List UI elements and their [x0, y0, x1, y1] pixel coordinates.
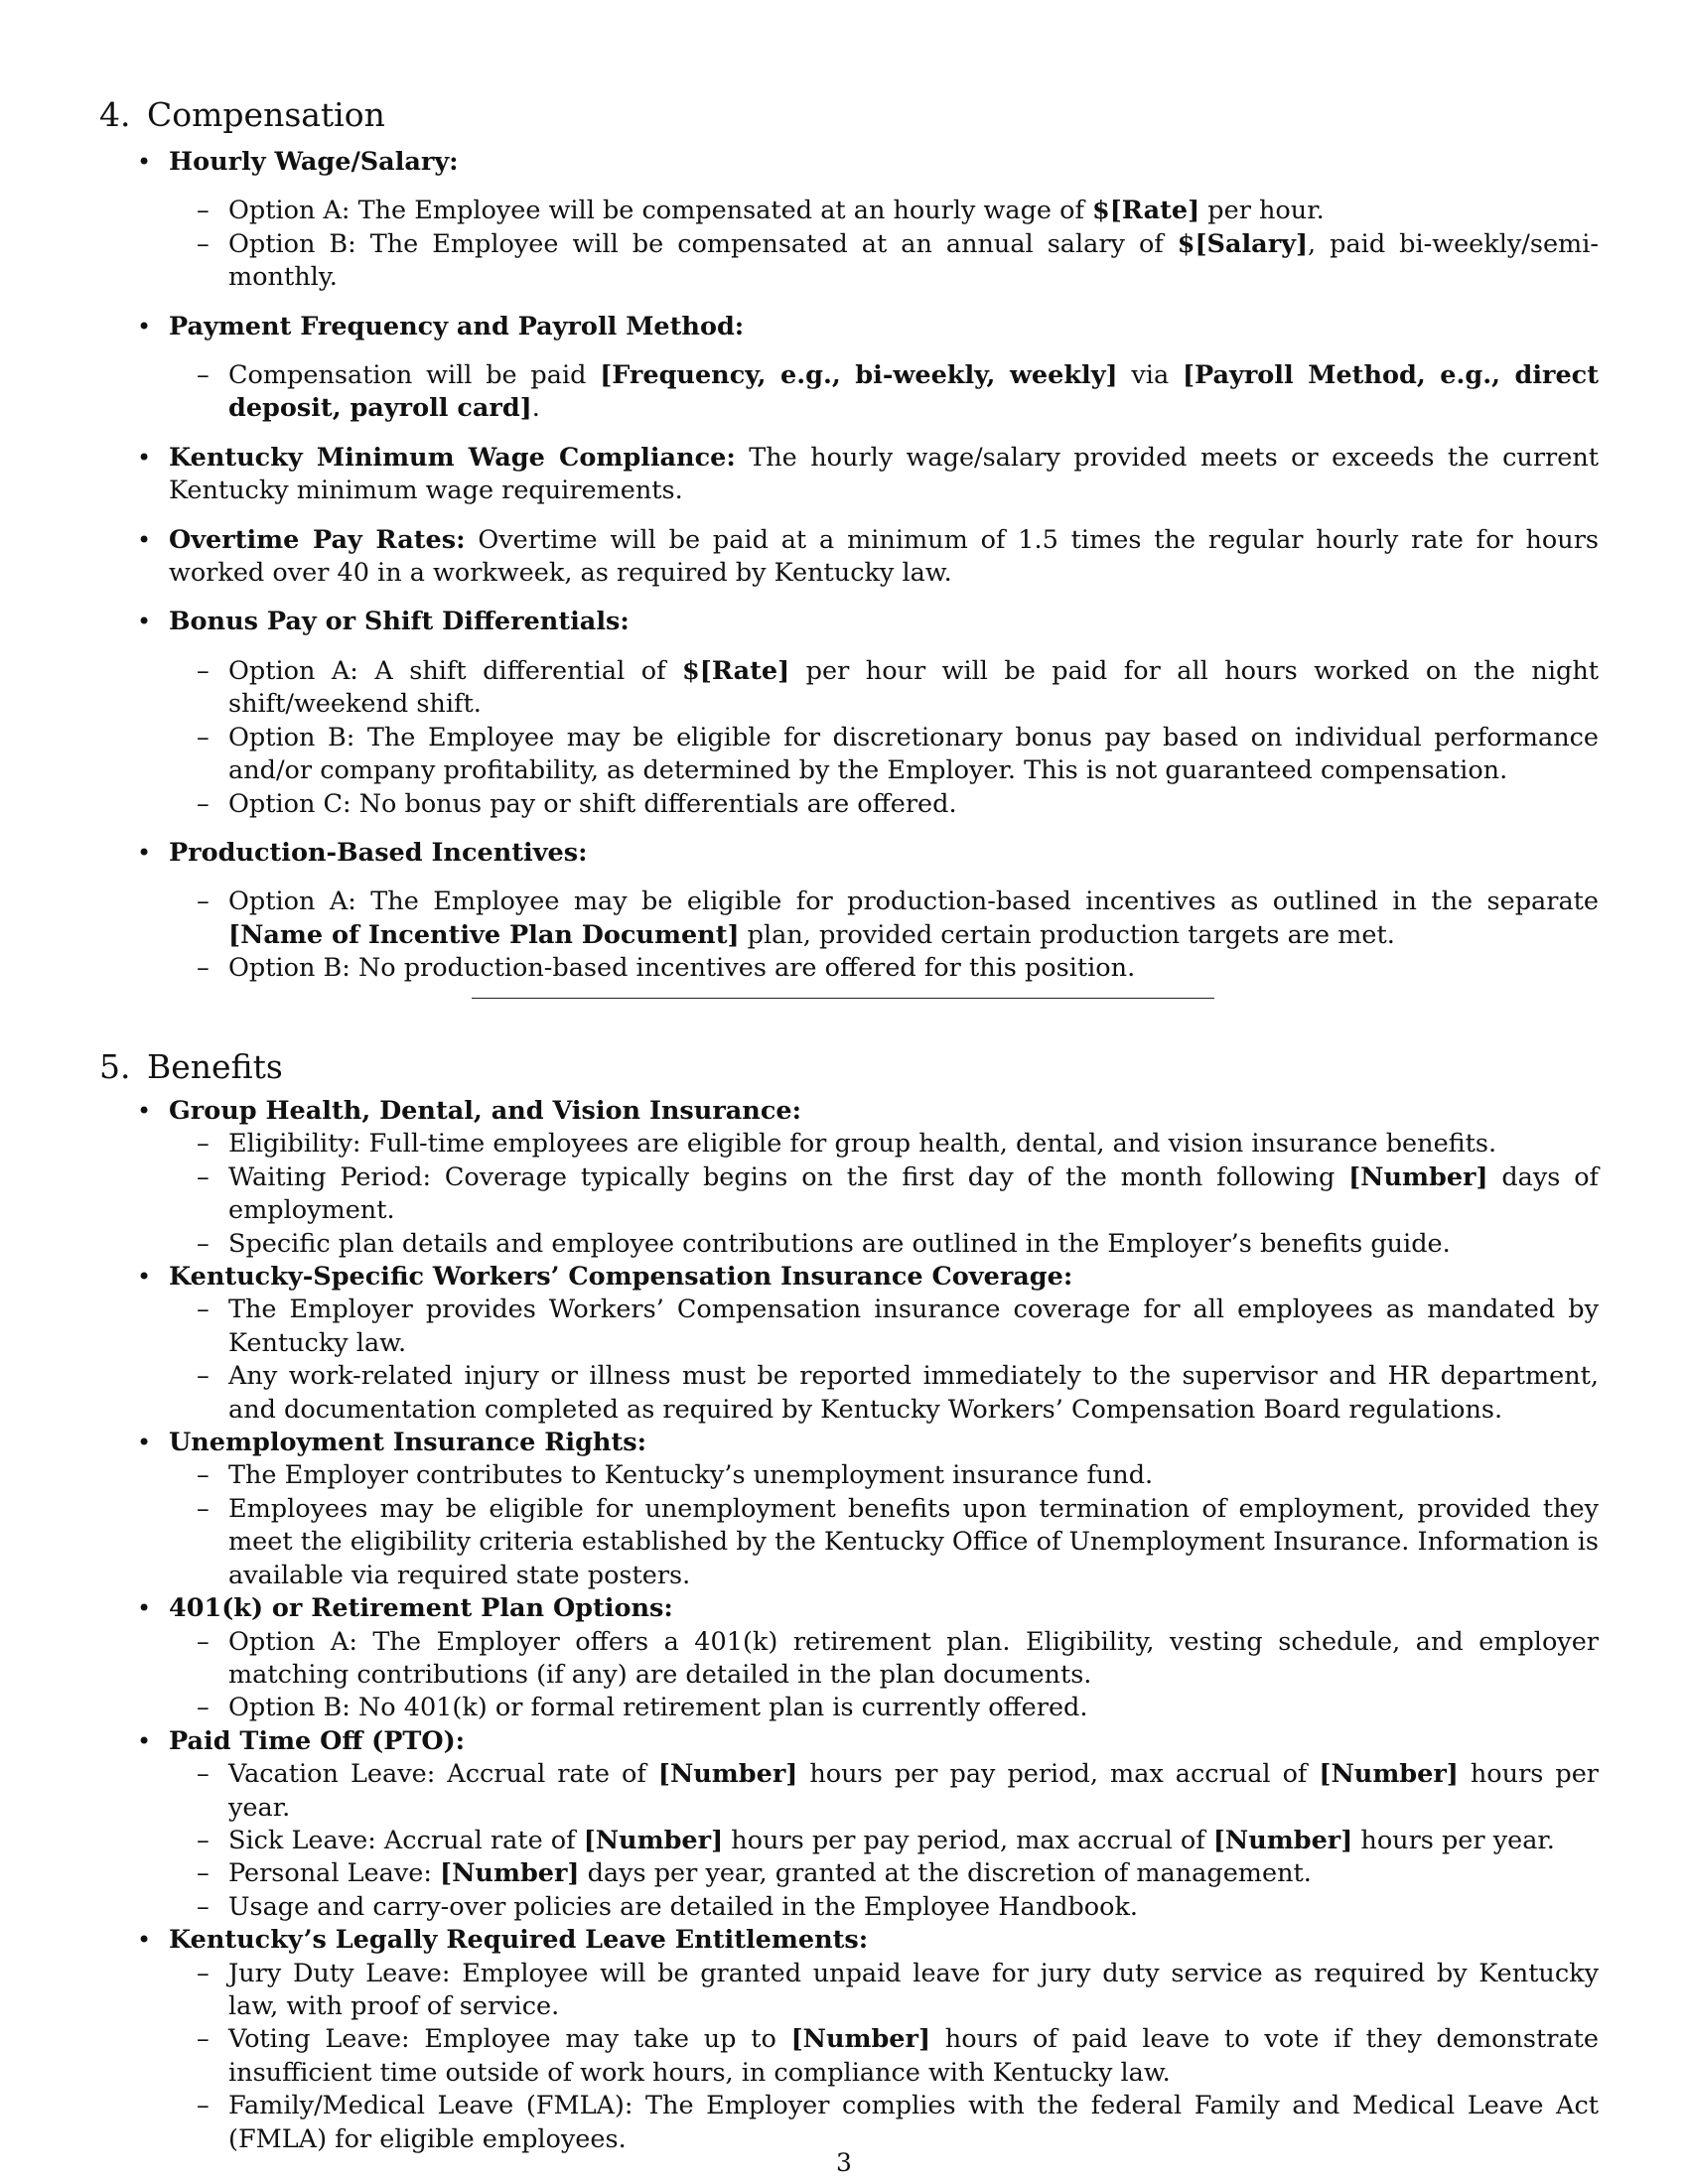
- sub-list: [169, 1958, 1599, 2156]
- sub-item: – The Employer contributes to Kentucky’s unemployment insurance fund.: [169, 1459, 1599, 1492]
- section-benefits: [99, 1047, 1599, 2156]
- item-heading: Production-Based Incentives:: [169, 837, 588, 868]
- list-item-bonus: [99, 606, 1599, 820]
- sub-item: – Option B: No production-based incentives are offered for this position.: [169, 952, 1599, 985]
- item-heading: Kentucky’s Legally Required Leave Entitlements:: [169, 1925, 869, 1956]
- sub-item: – Family/Medical Leave (FMLA): The Employer complies with the federal Family and Medical Leave Act (FMLA) for eligible employees.: [169, 2090, 1599, 2156]
- sub-item: – Any work-related injury or illness must be reported immediately to the supervisor and HR department, and documentation completed as required by Kentucky Workers’ Compensation Board regulations.: [169, 1360, 1599, 1427]
- sub-item: – Jury Duty Leave: Employee will be granted unpaid leave for jury duty service as required by Kentucky law, with proof of service.: [169, 1958, 1599, 2024]
- sub-item: – Option B: No 401(k) or formal retirement plan is currently offered.: [169, 1692, 1599, 1724]
- section-compensation: [99, 95, 1599, 1002]
- section-number: 5.: [99, 1047, 131, 1086]
- compensation-list: [99, 146, 1599, 986]
- sub-item: – Option B: The Employee may be eligible for discretionary bonus pay based on individual performance and/or company profitability, as determined by the Employer. This is not guaranteed compensation.: [169, 722, 1599, 788]
- sub-list: [169, 886, 1599, 985]
- list-item-pto: [99, 1725, 1599, 1924]
- sub-item: – Personal Leave: [Number] days per year, granted at the discretion of management.: [169, 1857, 1599, 1890]
- item-heading: Overtime Pay Rates:: [169, 524, 466, 555]
- section-heading: [99, 95, 1599, 135]
- sub-list: [169, 1626, 1599, 1725]
- list-item-health: [99, 1095, 1599, 1261]
- sub-item: – Eligibility: Full-time employees are eligible for group health, dental, and vision insurance benefits.: [169, 1128, 1599, 1160]
- sub-item: – Usage and carry-over policies are detailed in the Employee Handbook.: [169, 1891, 1599, 1924]
- sub-item: – Option A: The Employee will be compensated at an hourly wage of $[Rate] per hour.: [169, 195, 1599, 227]
- list-item-retirement: [99, 1592, 1599, 1725]
- sub-list: [169, 1128, 1599, 1261]
- sub-list: [169, 1758, 1599, 1924]
- page-number: 3: [836, 2148, 852, 2177]
- sub-list: [169, 359, 1599, 426]
- item-heading: Unemployment Insurance Rights:: [169, 1428, 647, 1458]
- sub-item: – Option A: A shift differential of $[Rate] per hour will be paid for all hours worked on the night shift/weekend shift.: [169, 655, 1599, 722]
- list-item-workers-comp: [99, 1261, 1599, 1427]
- section-heading: [99, 1047, 1599, 1087]
- sub-item: – Vacation Leave: Accrual rate of [Number] hours per pay period, max accrual of [Number] hours per year.: [169, 1758, 1599, 1825]
- item-heading: Kentucky Minimum Wage Compliance:: [169, 442, 736, 473]
- list-item-leave: [99, 1924, 1599, 2156]
- item-heading: Group Health, Dental, and Vision Insurance:: [169, 1096, 801, 1126]
- section-title: Compensation: [147, 95, 385, 134]
- list-item-hourly: [99, 146, 1599, 295]
- sub-item: – The Employer provides Workers’ Compensation insurance coverage for all employees as mandated by Kentucky law.: [169, 1294, 1599, 1360]
- sub-list: [169, 195, 1599, 294]
- sub-item: – Sick Leave: Accrual rate of [Number] hours per pay period, max accrual of [Number] hours per year.: [169, 1825, 1599, 1857]
- sub-item: – Option A: The Employer offers a 401(k) retirement plan. Eligibility, vesting schedule, and employer matching contributions (if any) are detailed in the plan documents.: [169, 1626, 1599, 1693]
- sub-item: – Waiting Period: Coverage typically begins on the first day of the month following [Number] days of employment.: [169, 1161, 1599, 1228]
- sub-item: – Employees may be eligible for unemployment benefits upon termination of employment, provided they meet the eligibility criteria established by the Kentucky Office of Unemployment Insurance. Information is available via required state posters.: [169, 1493, 1599, 1592]
- sub-item: – Option C: No bonus pay or shift differentials are offered.: [169, 788, 1599, 821]
- sub-item: – Option A: The Employee may be eligible for production-based incentives as outlined in the separate [Name of Incentive Plan Document] plan, provided certain production targets are met.: [169, 886, 1599, 952]
- section-divider: [472, 998, 1214, 999]
- list-item-overtime: • Overtime Pay Rates: Overtime will be paid at a minimum of 1.5 times the regular hourly rate for hours worked over 40 in a workweek, as required by Kentucky law.: [99, 524, 1599, 591]
- sub-item: – Compensation will be paid [Frequency, e.g., bi-weekly, weekly] via [Payroll Method, e.g., direct deposit, payroll card].: [169, 359, 1599, 426]
- sub-list: [169, 655, 1599, 821]
- section-number: 4.: [99, 95, 131, 134]
- item-heading: Payment Frequency and Payroll Method:: [169, 311, 745, 341]
- list-item-production: [99, 837, 1599, 986]
- list-item-unemployment: [99, 1427, 1599, 1592]
- item-heading: Paid Time Off (PTO):: [169, 1725, 466, 1756]
- item-heading: Hourly Wage/Salary:: [169, 147, 459, 177]
- section-title: Benefits: [147, 1047, 283, 1086]
- item-heading: 401(k) or Retirement Plan Options:: [169, 1593, 673, 1624]
- sub-item: – Voting Leave: Employee may take up to [Number] hours of paid leave to vote if they demonstrate insufficient time outside of work hours, in compliance with Kentucky law.: [169, 2023, 1599, 2090]
- list-item-minwage: • Kentucky Minimum Wage Compliance: The hourly wage/salary provided meets or exceeds the current Kentucky minimum wage requirements.: [99, 442, 1599, 508]
- sub-list: [169, 1459, 1599, 1592]
- benefits-list: [99, 1095, 1599, 2156]
- list-item-payfreq: [99, 311, 1599, 426]
- sub-list: [169, 1294, 1599, 1427]
- item-heading: Bonus Pay or Shift Differentials:: [169, 607, 630, 637]
- sub-item: – Specific plan details and employee contributions are outlined in the Employer’s benefits guide.: [169, 1228, 1599, 1261]
- item-heading: Kentucky-Specific Workers’ Compensation Insurance Coverage:: [169, 1262, 1073, 1293]
- sub-item: – Option B: The Employee will be compensated at an annual salary of $[Salary], paid bi-weekly/semi-monthly.: [169, 228, 1599, 295]
